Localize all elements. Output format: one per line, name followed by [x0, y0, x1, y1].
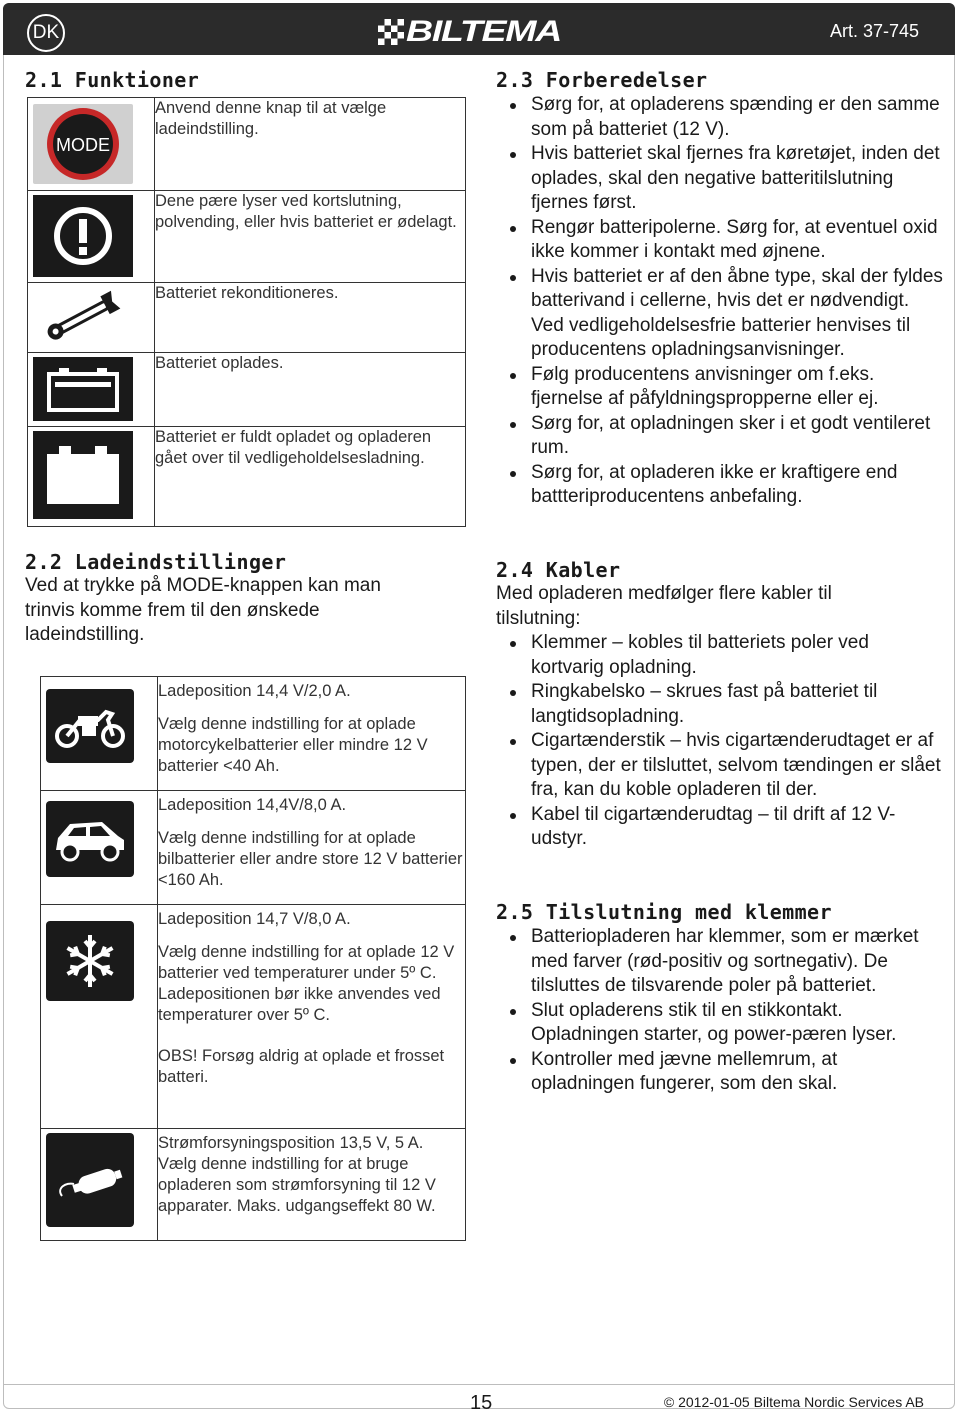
- setting-row-car: [41, 791, 466, 905]
- list-item: Hvis batteriet skal fjernes fra køretøjet, inden det oplades, skal den negative batteritilslutning fjernes først.: [496, 142, 944, 216]
- preparations-list: [496, 93, 944, 510]
- setting-description: Vælg denne indstilling for at bruge opladeren som strømforsyning til 12 V apparater. Maks. udgangseffekt 80 W.: [158, 1155, 436, 1215]
- list-item: Klemmer – kobles til batteriets poler ved kortvarig opladning.: [496, 631, 944, 680]
- setting-warning-note: OBS! Forsøg aldrig at oplade et frosset batteri.: [158, 1047, 445, 1086]
- function-row: [28, 98, 466, 191]
- setting-description: Vælg denne indstilling for at oplade bilbatterier eller andre store 12 V batterier <160 Ah.: [158, 829, 463, 889]
- section-title-2-2: 2.2 Ladeindstillinger: [25, 550, 287, 574]
- language-badge: DK: [27, 14, 65, 52]
- svg-text:MODE: MODE: [56, 135, 110, 155]
- section-title-2-1: 2.1 Funktioner: [25, 68, 200, 92]
- power-supply-icon: [46, 1133, 134, 1227]
- header-bar: [3, 3, 955, 55]
- function-description: Batteriet er fuldt opladet og opladeren gået over til vedligeholdelsesladning.: [155, 427, 466, 527]
- warning-icon: [33, 195, 133, 277]
- battery-charging-icon: [33, 357, 133, 421]
- mode-button-icon: [33, 104, 133, 184]
- page-number: 15: [470, 1392, 493, 1414]
- car-icon: [46, 801, 134, 877]
- list-item: Slut opladerens stik til en stikkontakt. Opladningen starter, og power-pæren lyser.: [496, 999, 944, 1048]
- list-item: Sørg for, at opladerens spænding er den samme som på batteriet (12 V).: [496, 93, 944, 142]
- list-item: Sørg for, at opladningen sker i et godt ventileret rum.: [496, 412, 944, 461]
- footer-divider: [3, 1384, 955, 1385]
- function-row: [28, 353, 466, 427]
- wrench-icon: [33, 285, 133, 349]
- list-item: Kabel til cigartænderudtag – til drift af 12 V-udstyr.: [496, 803, 944, 852]
- charge-settings-table: [40, 676, 466, 1241]
- setting-position: Ladeposition 14,7 V/8,0 A.: [158, 910, 351, 928]
- setting-position: Strømforsyningsposition 13,5 V, 5 A.: [158, 1134, 424, 1152]
- list-item: Batteriopladeren har klemmer, som er mærket med farver (rød-positiv og sortnegativ). De tilsluttes de tilsvarende poler på batteriet.: [496, 925, 944, 999]
- function-description: Anvend denne knap til at vælge ladeindstilling.: [155, 98, 466, 191]
- list-item: Ringkabelsko – skrues fast på batteriet til langtidsopladning.: [496, 680, 944, 729]
- section-intro-2-2: Ved at trykke på MODE-knappen kan man trinvis komme frem til den ønskede ladeindstilling.: [25, 575, 381, 645]
- snowflake-icon: [46, 921, 134, 1001]
- functions-table: [27, 97, 466, 527]
- setting-row-motorcycle: [41, 677, 466, 791]
- clamps-connection-list: [496, 925, 944, 1097]
- list-item: Kontroller med jævne mellemrum, at opladningen fungerer, som den skal.: [496, 1048, 944, 1097]
- function-description: Batteriet rekonditioneres.: [155, 283, 466, 353]
- checkered-flag-icon: [378, 19, 404, 45]
- brand-name: BILTEMA: [406, 15, 562, 48]
- brand-logo: [378, 15, 562, 48]
- motorcycle-icon: [46, 689, 134, 763]
- section-intro-2-4: Med opladeren medfølger flere kabler til tilslutning:: [496, 583, 832, 629]
- section-title-2-3: 2.3 Forberedelser: [496, 68, 708, 92]
- section-title-2-5: 2.5 Tilslutning med klemmer: [496, 900, 832, 924]
- function-row: [28, 283, 466, 353]
- function-row: [28, 191, 466, 283]
- function-description: Batteriet oplades.: [155, 353, 466, 427]
- copyright: © 2012-01-05 Biltema Nordic Services AB: [663, 1394, 924, 1410]
- battery-full-icon: [33, 431, 133, 519]
- list-item: Følg producentens anvisninger om f.eks. fjernelse af påfyldningspropperne eller ej.: [496, 363, 944, 412]
- function-row: [28, 427, 466, 527]
- cables-list: [496, 631, 944, 852]
- setting-description: Vælg denne indstilling for at oplade 12 V batterier ved temperaturer under 5º C. Ladepositionen bør ikke anvendes ved temperaturer over 5º C.: [158, 943, 455, 1024]
- setting-position: Ladeposition 14,4V/8,0 A.: [158, 796, 347, 814]
- function-description: Dene pære lyser ved kortslutning, polvending, eller hvis batteriet er ødelagt.: [155, 191, 466, 283]
- list-item: Cigartænderstik – hvis cigartænderudtaget er af typen, der er tilsluttet, selvom tændingen er slået fra, kan du koble opladeren til der.: [496, 729, 944, 803]
- setting-description: Vælg denne indstilling for at oplade motorcykelbatterier eller mindre 12 V batterier <40 Ah.: [158, 715, 428, 775]
- setting-row-cold: [41, 905, 466, 1129]
- section-title-2-4: 2.4 Kabler: [496, 558, 621, 582]
- list-item: Hvis batteriet er af den åbne type, skal der fyldes batterivand i cellerne, hvis det er nødvendigt. Ved vedligeholdelsesfrie batterier henvises til producentens opladningsanvisninger.: [496, 265, 944, 363]
- list-item: Rengør batteripolerne. Sørg for, at eventuel oxid ikke kommer i kontakt med øjnene.: [496, 216, 944, 265]
- setting-position: Ladeposition 14,4 V/2,0 A.: [158, 682, 351, 700]
- setting-row-power-supply: [41, 1129, 466, 1241]
- list-item: Sørg for, at opladeren ikke er kraftigere end battteriproducentens anbefaling.: [496, 461, 944, 510]
- article-number: Art. 37-745: [829, 21, 919, 41]
